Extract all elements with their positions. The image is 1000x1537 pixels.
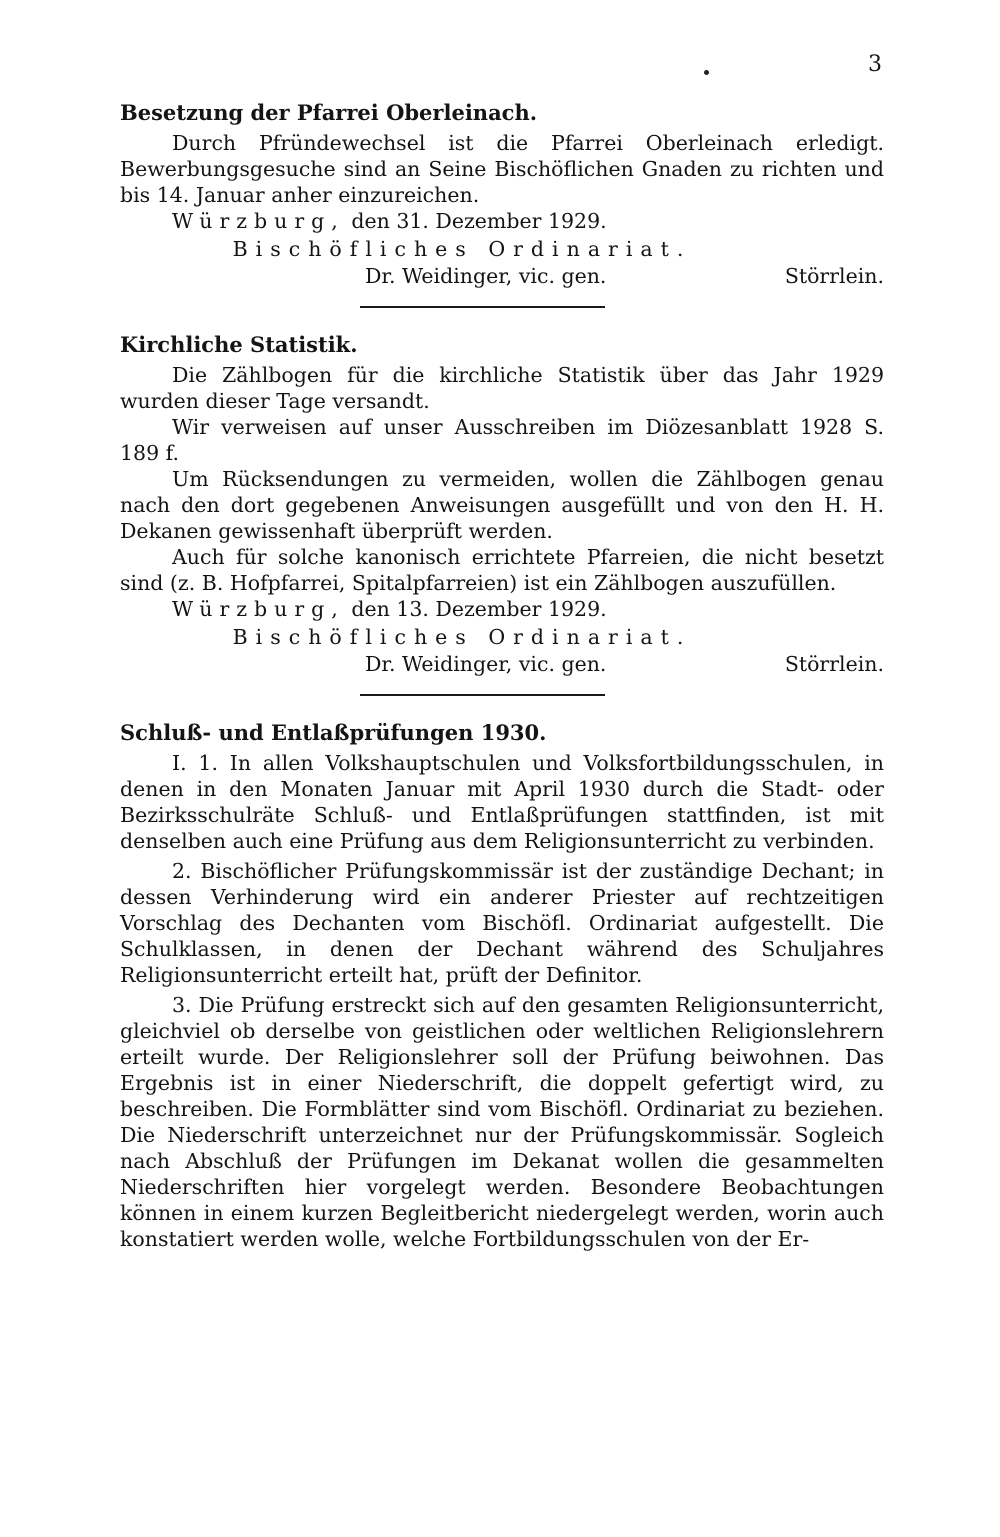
paragraph: 3. Die Prüfung erstreckt sich auf den gesamten Religionsunterricht, gleichviel ob derselbe von geistlichen oder weltlichen Religionslehrern erteilt wurde. Der Religionslehrer soll der Prüfung beiwohnen. Das Ergebnis ist in einer Niederschrift, die doppelt gefertigt wird, zu beschreiben. Die Formblätter sind vom Bischöfl. Ordinariat zu beziehen. Die Niederschrift unterzeichnet nur der Prüfungskommissär. Sogleich nach Abschluß der Prüfungen im Dekanat wollen die gesammelten Niederschriften hier vorgelegt werden. Besondere Beobachtungen können in einem kurzen Begleitbericht niedergelegt werden, worin auch konstatiert werden wolle, welche Fortbildungsschulen von der Er- xyxy=(120,993,884,1251)
paragraph: 2. Bischöflicher Prüfungskommissär ist der zuständige Dechant; in dessen Verhinderung wird ein anderer Priester auf rechtzeitigen Vorschlag des Dechanten vom Bischöfl. Ordinariat aufgestellt. Die Schulklassen, in denen der Dechant während des Schuljahres Religionsunterricht erteilt hat, prüft der Definitor. xyxy=(120,859,884,987)
date: den 31. Dezember 1929. xyxy=(351,209,607,233)
vicar-general: Dr. Weidinger, vic. gen. xyxy=(365,264,607,288)
issuing-office: Bischöfliches Ordinariat. xyxy=(232,625,692,649)
place-date xyxy=(120,208,884,234)
paragraph: Die Zählbogen für die kirchliche Statistik über das Jahr 1929 wurden dieser Tage versandt. xyxy=(120,363,884,413)
issuing-office: Bischöfliches Ordinariat. xyxy=(232,237,692,261)
paragraph: Durch Pfründewechsel ist die Pfarrei Oberleinach erledigt. Bewerbungsgesuche sind an Seine Bischöflichen Gnaden zu richten und bis 14. Januar anher einzureichen. xyxy=(120,131,884,207)
page-number: 3 xyxy=(868,52,882,77)
document-body xyxy=(120,96,884,1252)
place-date xyxy=(120,596,884,622)
section-kirchliche-statistik xyxy=(120,328,884,696)
signer: Störrlein. xyxy=(784,264,884,288)
vicar-general: Dr. Weidinger, vic. gen. xyxy=(365,652,607,676)
signature-row xyxy=(120,650,884,678)
date: den 13. Dezember 1929. xyxy=(351,597,607,621)
place: Würzburg, xyxy=(172,597,345,621)
section-schluss-entlasspruefungen xyxy=(120,716,884,1252)
section-divider xyxy=(360,694,605,696)
paragraph: Um Rücksendungen zu vermeiden, wollen die Zählbogen genau nach den dort gegebenen Anweisungen ausgefüllt und von den H. H. Dekanen gewissenhaft überprüft werden. xyxy=(120,467,884,543)
section-heading: Kirchliche Statistik. xyxy=(120,332,358,357)
signature-row xyxy=(120,262,884,290)
print-speck xyxy=(704,70,709,75)
paragraph: Wir verweisen auf unser Ausschreiben im Diözesanblatt 1928 S. 189 f. xyxy=(120,415,884,465)
section-heading: Schluß- und Entlaßprüfungen 1930. xyxy=(120,720,547,745)
place: Würzburg, xyxy=(172,209,345,233)
signer: Störrlein. xyxy=(784,652,884,676)
section-divider xyxy=(360,306,605,308)
paragraph: Auch für solche kanonisch errichtete Pfarreien, die nicht besetzt sind (z. B. Hofpfarrei, Spitalpfarreien) ist ein Zählbogen auszufüllen. xyxy=(120,545,884,595)
section-heading: Besetzung der Pfarrei Oberleinach. xyxy=(120,100,538,125)
section-pfarrei-oberleinach xyxy=(120,96,884,308)
paragraph: I. 1. In allen Volkshauptschulen und Volksfortbildungsschulen, in denen in den Monaten Januar mit April 1930 durch die Stadt- oder Bezirksschulräte Schluß- und Entlaßprüfungen stattfinden, ist mit denselben auch eine Prüfung aus dem Religionsunterricht zu verbinden. xyxy=(120,751,884,853)
